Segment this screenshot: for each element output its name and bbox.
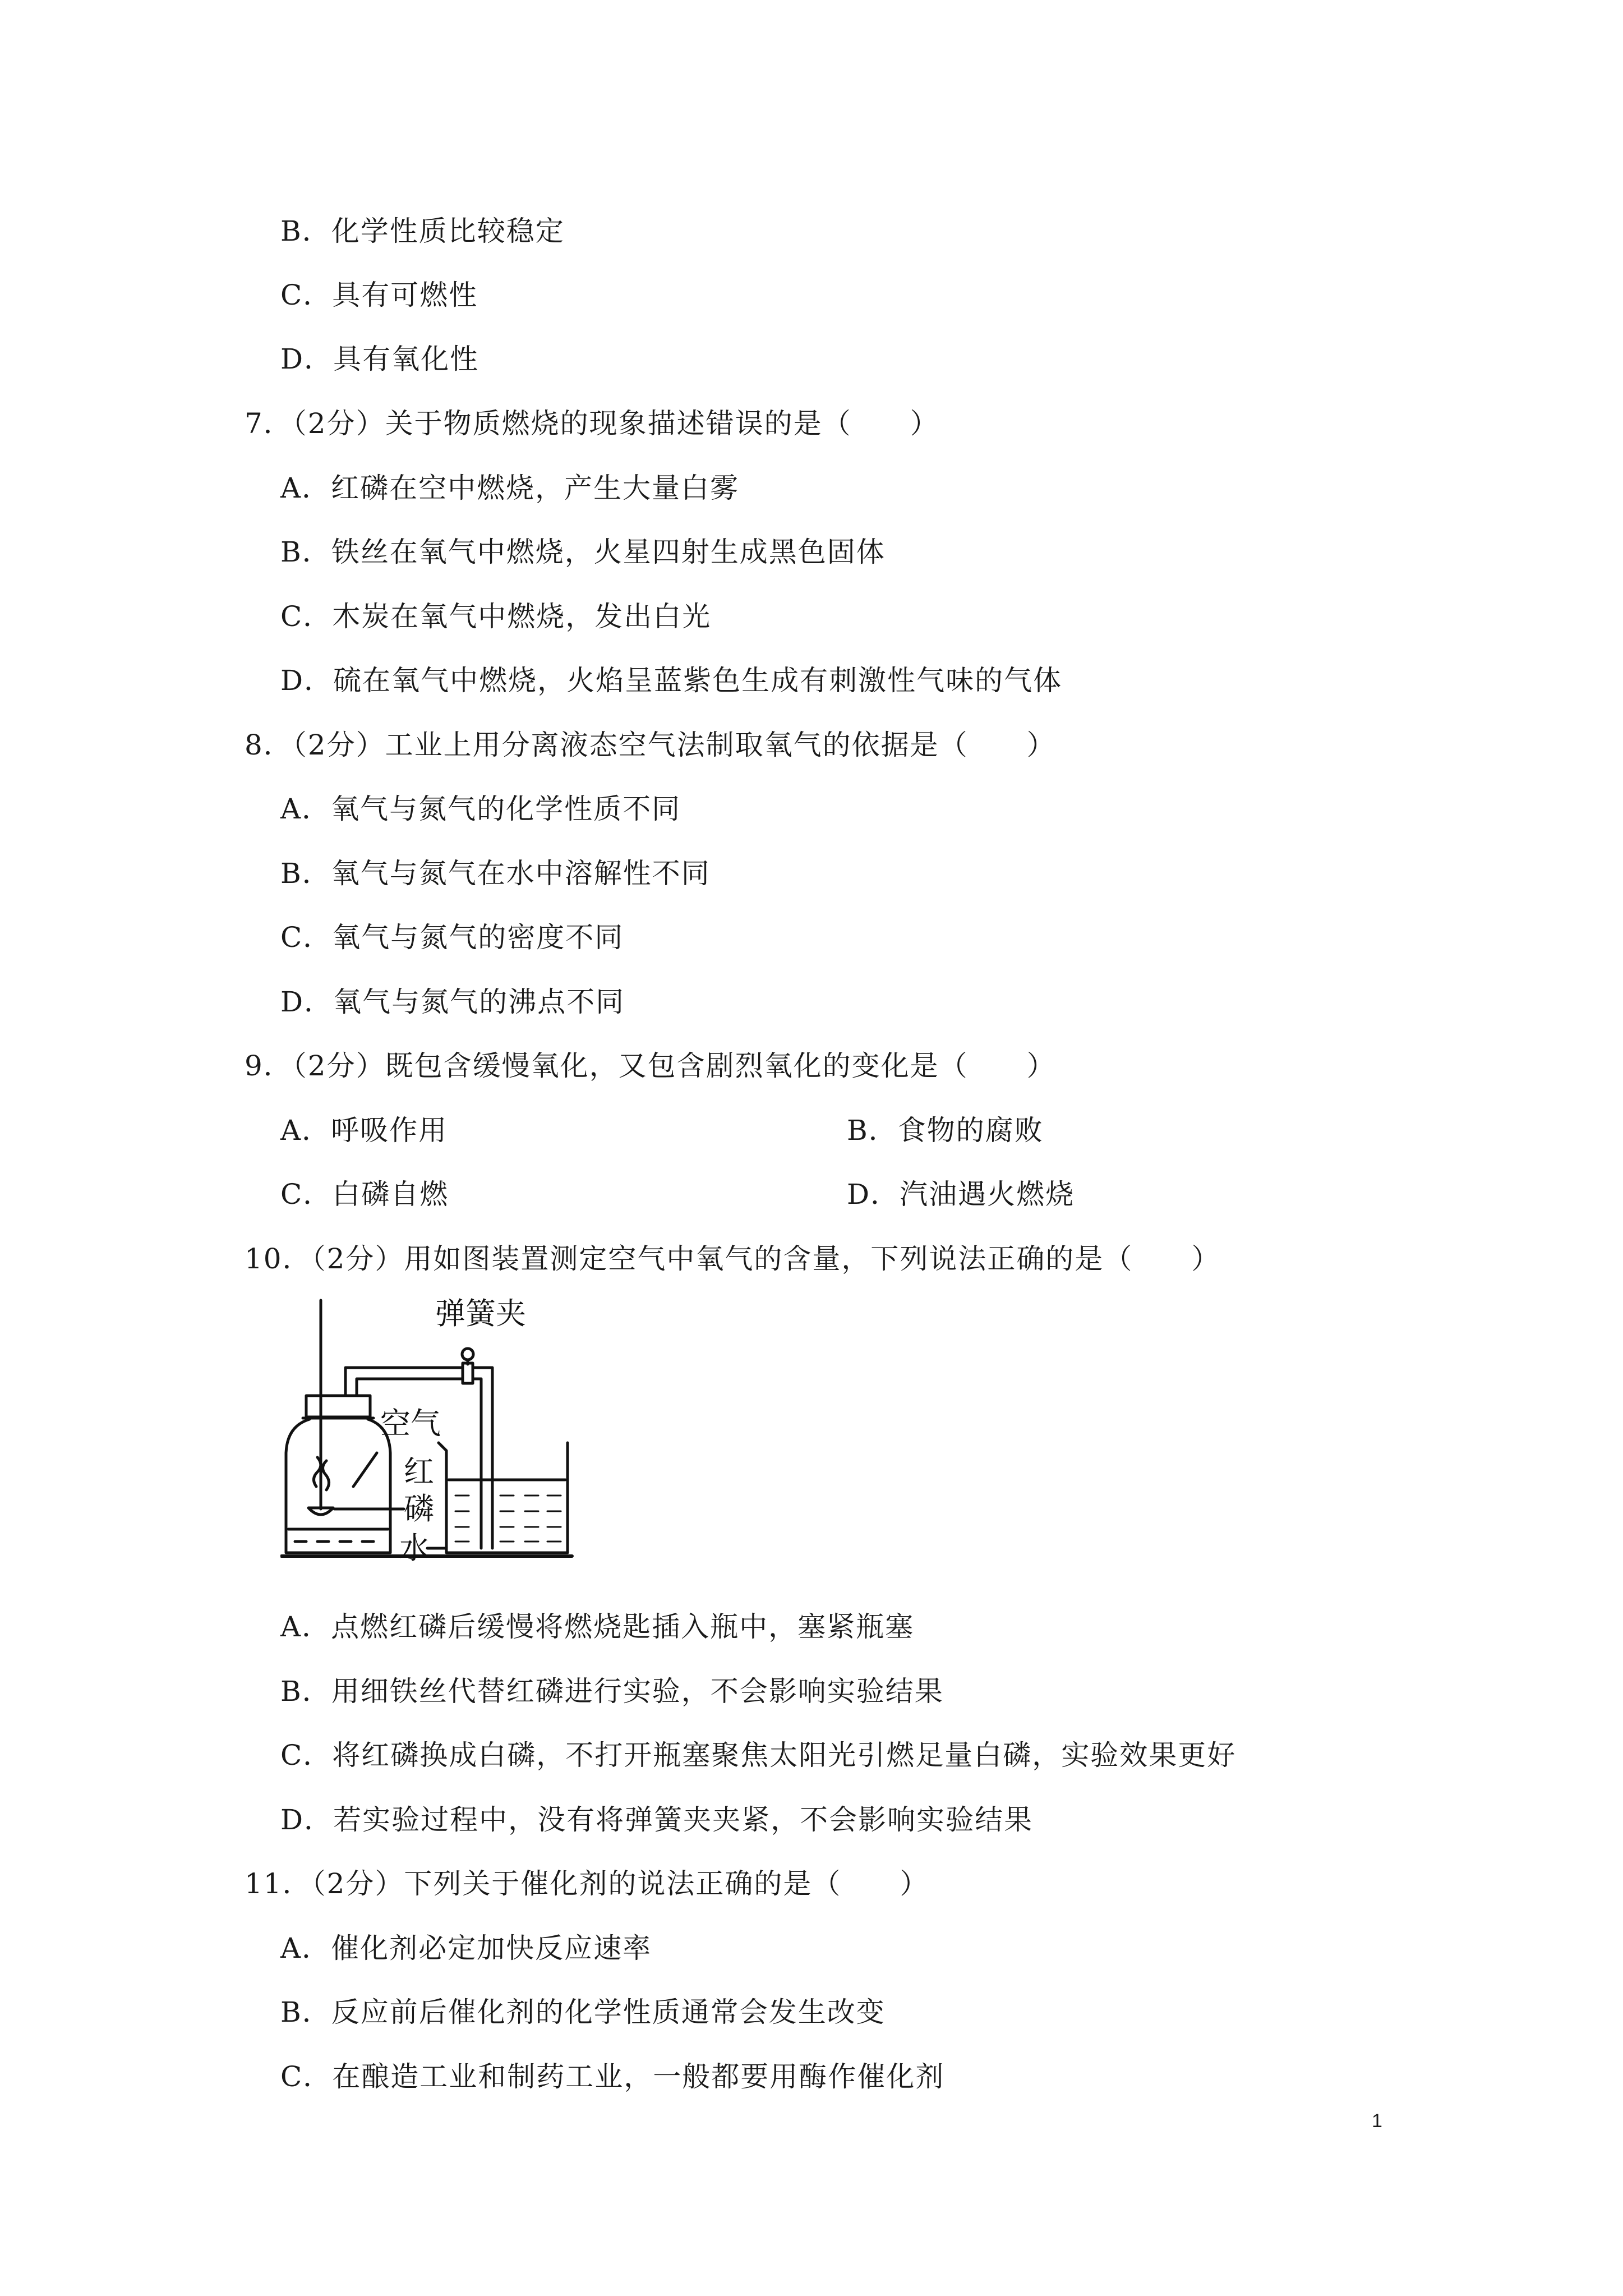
option-line: A．氧气与氮气的化学性质不同 <box>280 793 681 825</box>
option-line: C．白磷自燃 <box>280 1178 449 1211</box>
question-stem: 10．（2分）用如图装置测定空气中氧气的含量，下列说法正确的是（ ） <box>245 1243 1221 1275</box>
option-line: A．红磷在空中燃烧，产生大量白雾 <box>280 472 740 504</box>
label-water: 水 <box>399 1530 430 1566</box>
option-line: B．用细铁丝代替红磷进行实验，不会影响实验结果 <box>280 1675 944 1708</box>
stopper <box>306 1396 370 1417</box>
label-red-1: 红 <box>404 1454 434 1489</box>
option-line: B．反应前后催化剂的化学性质通常会发生改变 <box>280 1996 886 2028</box>
option-line: D．汽油遇火燃烧 <box>847 1178 1075 1211</box>
question-stem: 11．（2分）下列关于催化剂的说法正确的是（ ） <box>245 1867 929 1900</box>
option-line: C．具有可燃性 <box>280 279 478 311</box>
option-line: D．若实验过程中，没有将弹簧夹夹紧，不会影响实验结果 <box>280 1803 1034 1836</box>
page-number: 1 <box>1372 2110 1382 2132</box>
spoon-cup <box>308 1508 333 1515</box>
spring-clip <box>463 1363 473 1383</box>
option-line: B．氧气与氮气在水中溶解性不同 <box>280 857 711 890</box>
question-stem: 7．（2分）关于物质燃烧的现象描述错误的是（ ） <box>245 407 939 440</box>
option-line: C．在酿造工业和制药工业，一般都要用酶作催化剂 <box>280 2060 945 2093</box>
option-line: A．催化剂必定加快反应速率 <box>280 1932 652 1964</box>
air-leader <box>353 1453 377 1487</box>
label-spring-clip: 弹簧夹 <box>435 1296 526 1331</box>
label-air: 空气 <box>380 1406 441 1441</box>
option-line: A．点燃红磷后缓慢将燃烧匙插入瓶中，塞紧瓶塞 <box>280 1611 915 1643</box>
option-line: B．铁丝在氧气中燃烧，火星四射生成黑色固体 <box>280 536 886 568</box>
question-stem: 9．（2分）既包含缓慢氧化，又包含剧烈氧化的变化是（ ） <box>245 1050 1056 1082</box>
option-line: B．化学性质比较稳定 <box>280 215 565 247</box>
option-line: D．硫在氧气中燃烧，火焰呈蓝紫色生成有刺激性气味的气体 <box>280 664 1063 697</box>
question-stem: 8．（2分）工业上用分离液态空气法制取氧气的依据是（ ） <box>245 729 1056 761</box>
option-line: C．氧气与氮气的密度不同 <box>280 921 624 954</box>
experiment-apparatus-figure <box>280 1285 594 1576</box>
label-red-2: 磷 <box>404 1491 434 1526</box>
option-line: D．具有氧化性 <box>280 343 479 375</box>
beaker <box>439 1443 568 1553</box>
option-line: B．食物的腐败 <box>847 1114 1044 1147</box>
bottle <box>286 1419 390 1553</box>
option-line: C．将红磷换成白磷，不打开瓶塞聚焦太阳光引燃足量白磷，实验效果更好 <box>280 1739 1237 1772</box>
option-line: C．木炭在氧气中燃烧，发出白光 <box>280 600 712 633</box>
option-line: A．呼吸作用 <box>280 1114 448 1147</box>
option-line: D．氧气与氮气的沸点不同 <box>280 986 625 1018</box>
